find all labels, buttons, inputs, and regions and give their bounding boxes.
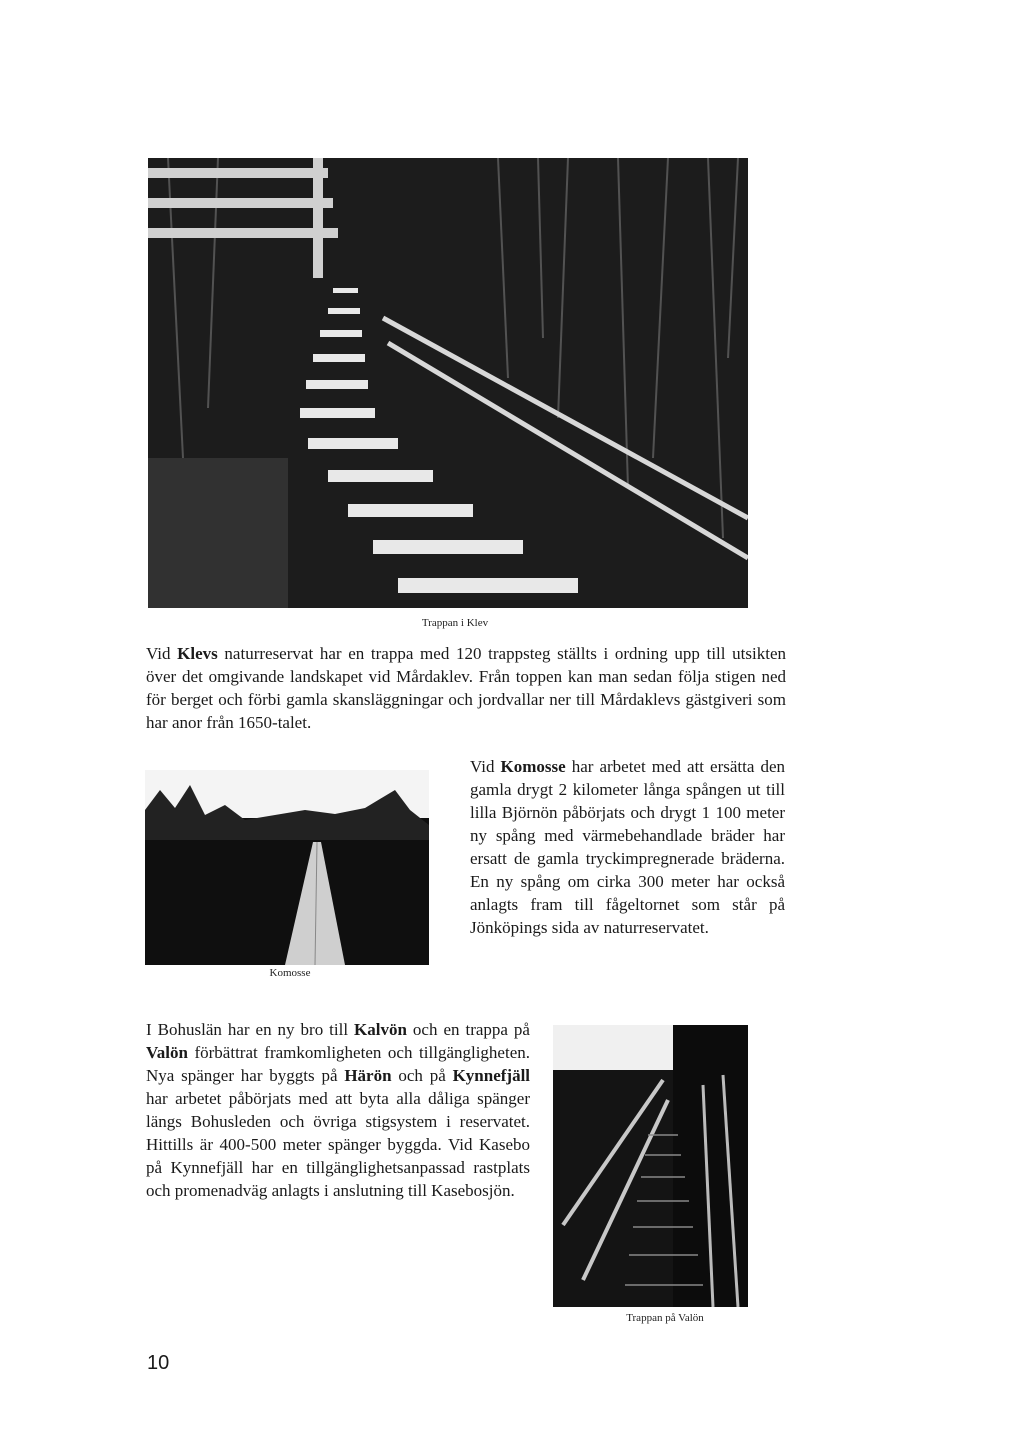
valon-stairs-photo <box>553 1025 748 1307</box>
klev-place-name: Klevs <box>177 644 218 663</box>
komosse-photo-caption: Komosse <box>269 967 311 979</box>
kalvon-place-name: Kalvön <box>354 1020 407 1039</box>
page-number: 10 <box>147 1352 170 1374</box>
komosse-paragraph <box>470 755 785 939</box>
haron-place-name: Härön <box>344 1066 392 1085</box>
bohuslan-text-1: I Bohuslän har en ny bro till <box>146 1020 355 1039</box>
klev-para-lead: Vid <box>146 644 178 663</box>
bohuslan-text-4: och på <box>391 1066 453 1085</box>
valon-photo-caption: Trappan på Valön <box>626 1312 704 1324</box>
bohuslan-text-2: och en trappa på <box>406 1020 530 1039</box>
komosse-para-lead: Vid <box>470 757 501 776</box>
klev-para-body: naturreservat har en trappa med 120 trappsteg ställts i ordning upp till utsikten över det omgivande landskapet vid Mårdaklev. Från toppen kan man sedan följa stigen ned för berget och förbi gamla skansläggningar och jordvallar ner till Mårdaklevs gästgiveri som har anor från 1650-talet. <box>146 644 786 732</box>
komosse-para-body: har arbetet med att ersätta den gamla drygt 2 kilometer långa spången ut till lilla Björnön påbörjats och drygt 1 100 meter ny spång med värmebehandlade bräder har ersatt de gamla tryckimpregnerade bräderna. En ny spång om cirka 300 meter har också anlagts fram till fågeltornet som står på Jönköpings sida av naturreservatet. <box>470 757 785 937</box>
kynnefjall-place-name: Kynnefjäll <box>452 1066 531 1085</box>
bohuslan-text-5: har arbetet påbörjats med att byta alla dåliga spänger längs Bohusleden och övriga stigsystem i reservatet. Hittills är 400-500 meter spänger byggda. Vid Kasebo på Kynnefjäll har en tillgänglighetsanpassad rastplats och promenadväg anlagts i anslutning till Kasebosjön. <box>146 1089 530 1200</box>
klev-paragraph <box>146 642 786 734</box>
valon-place-name: Valön <box>146 1043 188 1062</box>
klev-photo-caption: Trappan i Klev <box>421 617 489 629</box>
komosse-boardwalk-photo <box>145 770 429 965</box>
komosse-place-name: Komosse <box>500 757 566 776</box>
bohuslan-paragraph <box>146 1018 530 1202</box>
klev-stairs-photo <box>148 158 748 608</box>
bohuslan-text-3: förbättrat framkomligheten och tillgängligheten. Nya spänger har byggts på <box>146 1043 530 1085</box>
